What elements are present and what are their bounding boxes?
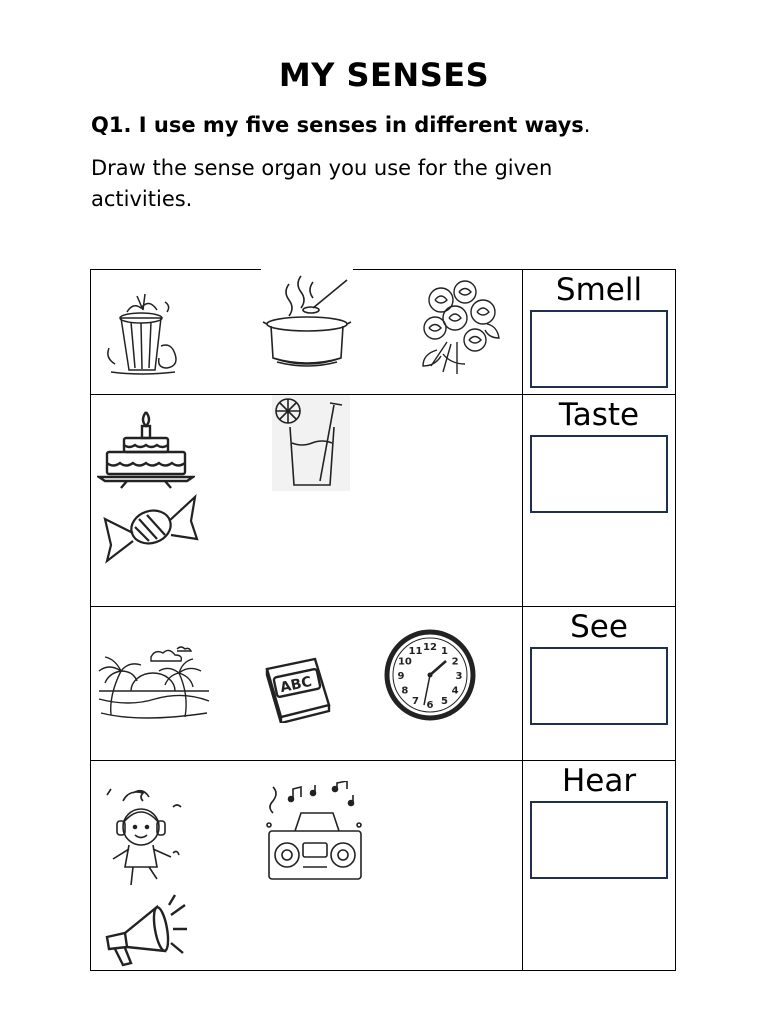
clock-number: 6 (426, 700, 434, 711)
clock-number: 1 (441, 645, 448, 657)
candy-image (103, 493, 199, 565)
row-taste (91, 395, 676, 607)
clock-number: 10 (397, 656, 412, 668)
sense-label: Taste (558, 397, 640, 433)
roses-image (417, 278, 503, 380)
sense-label: Smell (555, 272, 643, 308)
sense-label: Hear (561, 763, 637, 799)
row-smell (91, 270, 676, 395)
pictures-cell (91, 761, 523, 971)
girl-with-headphones-image (99, 787, 183, 889)
garbage-bin-image (99, 288, 183, 378)
drawing-box[interactable] (530, 801, 668, 879)
worksheet-title: MY SENSES (278, 56, 490, 94)
clock-number: 4 (451, 685, 459, 697)
question-1 (91, 113, 590, 137)
pictures-cell (91, 607, 523, 761)
drawing-box[interactable] (530, 310, 668, 388)
beach-image (97, 641, 211, 723)
drawing-box[interactable] (530, 647, 668, 725)
sense-cell-hear (523, 761, 676, 971)
megaphone-image (101, 893, 189, 969)
clock-number: 2 (451, 656, 459, 668)
drawing-box[interactable] (530, 435, 668, 513)
music-player-image (263, 781, 367, 885)
clock-number: 8 (401, 685, 409, 697)
clock-number: 11 (408, 645, 423, 657)
row-see (91, 607, 676, 761)
pictures-cell (91, 270, 523, 395)
question-1-bold: Q1. I use my five senses in different ways (91, 113, 584, 137)
lemon-juice-image (272, 395, 350, 491)
clock-number: 3 (455, 671, 463, 682)
sense-cell-taste (523, 395, 676, 607)
pictures-cell (91, 395, 523, 607)
birthday-cake-image (97, 409, 195, 489)
clock-number: 9 (397, 671, 405, 682)
instruction-text: Draw the sense organ you use for the given activities. (91, 156, 553, 211)
sense-cell-see (523, 607, 676, 761)
book-label: ABC (278, 673, 314, 697)
clock-number: 7 (412, 696, 419, 708)
sense-label: See (570, 609, 628, 645)
question-1-period: . (583, 113, 591, 137)
sense-cell-smell (523, 270, 676, 395)
soup-pot-image (261, 266, 353, 376)
abc-book-image (263, 655, 333, 723)
row-hear (91, 761, 676, 971)
senses-table (90, 269, 676, 971)
clock-number: 5 (441, 696, 448, 708)
clock-image (384, 629, 476, 721)
clock-number: 12 (423, 642, 437, 653)
